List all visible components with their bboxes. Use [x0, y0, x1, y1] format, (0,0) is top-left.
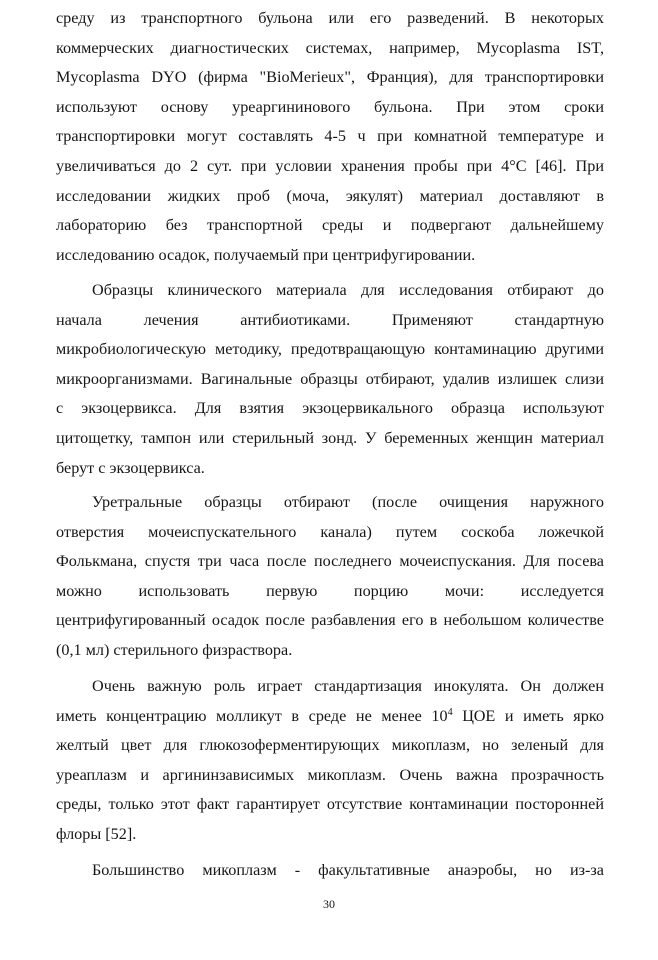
page-number: 30 [323, 897, 335, 911]
text-line: отверстия мочеиспускательного канала) путем соскоба ложечкой [56, 522, 604, 541]
text-line: (0,1 мл) стерильного физраствора. [56, 640, 293, 659]
text-line: Уретральные образцы отбирают (после очищения наружного [92, 493, 604, 511]
paragraph-inoculum [56, 672, 604, 850]
text-line: Образцы клинического материала для исследования отбирают до [92, 281, 604, 299]
text-line [56, 702, 604, 732]
superscript-exponent: 4 [447, 706, 453, 718]
text-line: Очень важную роль играет стандартизация инокулята. Он должен [92, 677, 604, 695]
text-line: микробиологическую методику, предотвращающую контаминацию другими [56, 340, 604, 359]
text-line: с экзоцервикса. Для взятия экзоцервикального образца используют [56, 399, 604, 418]
text-line: исследовании жидких проб (моча, эякулят) материал доставляют в [56, 186, 604, 205]
paragraph-anaerobes [56, 856, 604, 886]
text-line: берут с экзоцервикса. [56, 458, 205, 477]
text-line: уреаплазм и аргининзависимых микоплазм. Очень важна прозрачность [56, 765, 604, 784]
text-line: цитощетку, тампон или стерильный зонд. У беременных женщин материал [56, 428, 604, 447]
paragraph-urethral [56, 488, 604, 666]
text-line: начала лечения антибиотиками. Применяют стандартную [56, 310, 604, 329]
paragraph-sampling [56, 276, 604, 483]
text-line: Фолькмана, спустя три часа после последнего мочеиспускания. Для посева [56, 552, 604, 571]
text-line: среды, только этот факт гарантирует отсутствие контаминации посторонней [56, 795, 604, 814]
text-line: желтый цвет для глюкозоферментирующих микоплазм, но зеленый для [56, 736, 604, 755]
text-line: флоры [52]. [56, 824, 137, 843]
text-fragment: ЦОЕ и иметь ярко [452, 706, 604, 725]
text-line: можно использовать первую порцию мочи: исследуется [56, 581, 604, 600]
text-line: Большинство микоплазм - факультативные анаэробы, но из-за [92, 861, 604, 879]
text-line: микроорганизмами. Вагинальные образцы отбирают, удалив излишек слизи [56, 369, 604, 388]
text-line: исследованию осадок, получаемый при центрифугировании. [56, 245, 476, 264]
text-line: среду из транспортного бульона или его разведений. В некоторых [56, 9, 604, 27]
text-line: транспортировки могут составлять 4-5 ч при комнатной температуре и [56, 127, 604, 146]
text-line: коммерческих диагностических системах, например, Mycoplasma IST, [56, 38, 604, 57]
text-fragment: иметь концентрацию молликут в среде не менее 10 [56, 706, 448, 725]
text-line: увеличиваться до 2 сут. при условии хранения пробы при 4°С [46]. При [56, 156, 604, 175]
text-line: используют основу уреаргининового бульона. При этом сроки [56, 97, 604, 116]
text-line: Mycoplasma DYO (фирма "BioMerieux", Франция), для транспортировки [56, 68, 604, 87]
text-line: лабораторию без транспортной среды и подвергают дальнейшему [56, 216, 604, 235]
text-line: центрифугированный осадок после разбавления его в небольшом количестве [56, 611, 604, 630]
paragraph-transport [56, 4, 604, 270]
